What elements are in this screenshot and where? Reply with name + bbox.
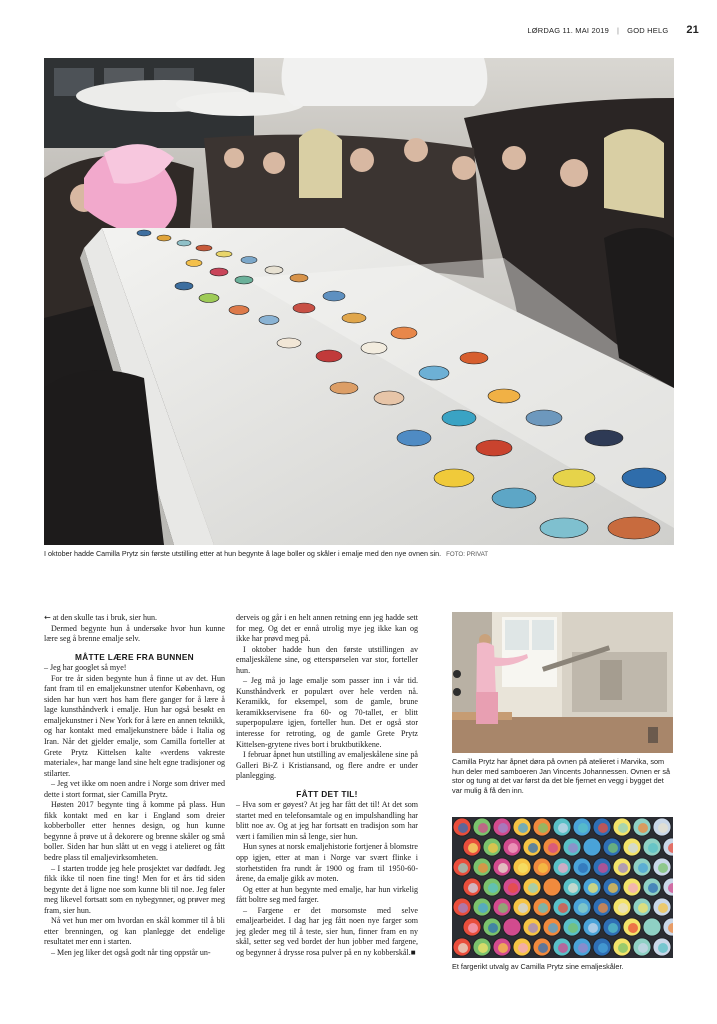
bowl-inner-shape	[468, 923, 478, 933]
page-number: 21	[686, 24, 699, 36]
bowl-inner-shape	[658, 823, 668, 833]
studio-oven-photo	[452, 612, 673, 753]
bowl-inner-shape	[488, 883, 498, 893]
bowl-inner-shape	[548, 843, 558, 853]
bowl-inner-shape	[658, 903, 668, 913]
arrow-left-icon: ←	[44, 613, 51, 622]
bowl-inner-shape	[558, 863, 568, 873]
bowl-inner-shape	[598, 903, 608, 913]
bowl-inner-shape	[498, 863, 508, 873]
bowl-inner-shape	[598, 823, 608, 833]
bowl-inner-shape	[658, 943, 668, 953]
bowl-inner-shape	[478, 823, 488, 833]
bowl-inner-shape	[538, 863, 548, 873]
paragraph: Høsten 2017 begynte ting å komme på plass. Hun fikk kontakt med en kar i England som dreier kobberboller etter hennes design, og hun kunne begynne å prøve ut å dekorere og brenne skåler og små boller. Siden har hun slått ut en vegg i atelieret og fått bedre plass til emaljevirksomheten.	[44, 800, 225, 863]
paragraph	[44, 613, 225, 624]
bowl-inner-shape	[458, 823, 468, 833]
paragraph: Dermed begynte hun å undersøke hvor hun kunne lære seg å brenne emalje selv.	[44, 623, 225, 644]
bowl-inner-shape	[458, 943, 468, 953]
bowl-inner-shape	[498, 823, 508, 833]
bowl-inner-shape	[508, 923, 518, 933]
bowl-inner-shape	[558, 823, 568, 833]
article-column-2	[236, 613, 418, 959]
bowl-inner-shape	[528, 843, 538, 853]
bowl-inner-shape	[648, 883, 658, 893]
bowl-inner-shape	[588, 923, 598, 933]
bowl-inner-shape	[638, 903, 648, 913]
bowls-photo-caption: Et fargerikt utvalg av Camilla Prytz sine emaljeskåler.	[452, 962, 624, 971]
exhibition-photo-illustration	[44, 58, 674, 545]
bowl-inner-shape	[578, 903, 588, 913]
bowl-inner-shape	[538, 903, 548, 913]
paragraph: – Jeg vet ikke om noen andre i Norge som driver med dette i stort format, sier Camilla Prytz.	[44, 779, 225, 799]
caption-text: I oktober hadde Camilla Prytz sin første utstilling etter at hun begynte å lage boller og skåler i emalje med den nye ovnen sin.	[44, 549, 442, 558]
photo-credit: FOTO: PRIVAT	[446, 551, 489, 558]
bowl-inner-shape	[528, 923, 538, 933]
header-separator: |	[617, 26, 620, 35]
bowl-inner-shape	[498, 943, 508, 953]
bowl-inner-shape	[548, 883, 558, 893]
bowl-inner-shape	[568, 883, 578, 893]
bowl-inner-shape	[538, 943, 548, 953]
bowl-inner-shape	[578, 943, 588, 953]
bowl-inner-shape	[638, 943, 648, 953]
bowl-inner-shape	[568, 923, 578, 933]
article-column-1	[44, 613, 225, 959]
bowl-inner-shape	[538, 823, 548, 833]
paragraph: For tre år siden begynte hun å finne ut av det. Hun fant fram til en emaljekunstner utenfor København, og siden har hun vært hos ham flere ganger for å lære å lage kunsthåndverk i emalje. Hun har også besøkt en emaljekunstner i New York for å lære en annen teknikk, og har kontakt med emaljekunstnere både i Italia og Iran. Når det gjelder emalje, som Camilla forteller at Grete Prytz Kittelsen kalte «verdens vakreste materiale», har mange land sine helt egne tradisjoner og stilarter.	[44, 673, 225, 778]
bowl-inner-shape	[478, 903, 488, 913]
bowl-inner-shape	[508, 883, 518, 893]
end-mark: ■	[410, 947, 416, 957]
bowl-inner-shape	[608, 923, 618, 933]
bowl-inner-shape	[648, 923, 658, 933]
paragraph: Og etter at hun begynte med emalje, har hun virkelig fått boltre seg med farger.	[236, 884, 418, 905]
bowl-inner-shape	[588, 883, 598, 893]
studio-oven-illustration	[452, 612, 673, 753]
bowl-inner-shape	[518, 943, 528, 953]
bowl-inner-shape	[468, 883, 478, 893]
bowl-inner-shape	[648, 843, 658, 853]
bowl-inner-shape	[568, 843, 578, 853]
bowl-inner-shape	[478, 863, 488, 873]
page-header	[400, 24, 699, 36]
bowl-inner-shape	[468, 843, 478, 853]
paragraph-text: at den skulle tas i bruk, sier hun.	[52, 613, 158, 622]
paragraph: I februar åpnet hun utstilling av emaljeskålene sine på Galleri Bi-Z i Kristiansand, og flere andre er under planlegging.	[236, 750, 418, 781]
bowl-inner-shape	[578, 823, 588, 833]
bowl-inner-shape	[508, 843, 518, 853]
bowl-inner-shape	[588, 843, 598, 853]
paragraph: – Men jeg liker det også godt når ting oppstår un-	[51, 947, 211, 957]
bowl-inner-shape	[518, 823, 528, 833]
bowl-inner-shape	[488, 923, 498, 933]
bowl-inner-shape	[608, 883, 618, 893]
bowl-inner-shape	[638, 823, 648, 833]
bowl-inner-shape	[628, 883, 638, 893]
bowl-inner-shape	[498, 903, 508, 913]
paragraph: – Hva som er gøyest? At jeg har fått det til! At det som startet med en telefonsamtale og en impulshandling har blitt noe av. Og at jeg har fortsatt en tradisjon som har vært i familien min så lenge, sier hun.	[236, 800, 418, 841]
paragraph: – Jeg har googlet så mye!	[44, 663, 127, 673]
bowl-inner-shape	[618, 903, 628, 913]
bowl-inner-shape	[628, 843, 638, 853]
bowl-inner-shape	[528, 883, 538, 893]
bowl-inner-shape	[658, 863, 668, 873]
bowl-inner-shape	[558, 903, 568, 913]
paragraph	[236, 906, 418, 959]
bowl-inner-shape	[518, 863, 528, 873]
paragraph: – I starten trodde jeg hele prosjektet var dødfødt. Jeg fikk ikke til noen fine ting! Men for et års tid siden begynte det å ligne noe som kunne bli til noe. Jeg føler meg likevel fortsatt som en nybegynner, og prøver meg fram, sier hun.	[44, 863, 225, 915]
issue-date: LØRDAG 11. MAI 2019	[527, 26, 609, 35]
paragraph: derveis og går i en helt annen retning enn jeg hadde sett for meg. Og det er ennå utrolig mye jeg ikke kan og ikke har prøvd meg på.	[236, 613, 418, 644]
section-name: GOD HELG	[627, 26, 669, 35]
bowl-inner-shape	[618, 823, 628, 833]
paragraph: Hun synes at norsk emaljehistorie fortjener å blomstre opp igjen, etter at man i Norge var svært flinke i storhetstiden fra rundt år 1900 og fram til 1950-60-årene, da emalje gikk av moten.	[236, 842, 418, 884]
subheading: MÅTTE LÆRE FRA BUNNEN	[75, 651, 194, 662]
bowl-inner-shape	[558, 943, 568, 953]
bowl-inner-shape	[488, 843, 498, 853]
bowl-inner-shape	[478, 943, 488, 953]
photo-caption	[44, 549, 674, 558]
bowl-inner-shape	[618, 943, 628, 953]
bowl-inner-shape	[518, 903, 528, 913]
enamel-bowls-illustration	[452, 817, 673, 958]
paragraph: Nå vet hun mer om hvordan en skål kommer til å bli etter brenningen, og kan planlegge det endelige resultatet mer enn i starten.	[44, 916, 225, 947]
exhibition-photo	[44, 58, 674, 545]
bowl-inner-shape	[548, 923, 558, 933]
bowl-inner-shape	[598, 863, 608, 873]
paragraph: – Jeg må jo lage emalje som passer inn i vår tid. Kunsthåndverk er populært over hele verden nå. Keramikk, for eksempel, som de gamle, brune keramikkservisene fra 60- og 70-tallet, er blitt superpopulære igjen, forteller hun. Det er også stor interesse for retroting, og de gamle Grete Prytz Kittelsen-grytene rives bort i bruktbutikkene.	[236, 676, 418, 749]
paragraph-text: – Fargene er det morsomste med selve emaljearbeidet. I dag har jeg fått noen nye farger som jeg gleder meg til å teste, sier hun, finner fram en ny skål, setter seg ved bordet der hun jobber med fargene, og begynner å drysse rosa pulver på en ny kobberskål.	[236, 905, 418, 957]
bowl-inner-shape	[578, 863, 588, 873]
subheading: FÅTT DET TIL!	[296, 788, 358, 799]
bowl-inner-shape	[598, 943, 608, 953]
bowl-inner-shape	[458, 863, 468, 873]
bowl-inner-shape	[618, 863, 628, 873]
paragraph: I oktober hadde hun den første utstillingen av emaljeskålene sine, og etterspørselen var stor, forteller hun.	[236, 644, 418, 675]
bowl-inner-shape	[628, 923, 638, 933]
enamel-bowls-photo	[452, 817, 673, 958]
bowl-inner-shape	[638, 863, 648, 873]
bowl-inner-shape	[458, 903, 468, 913]
bowl-inner-shape	[608, 843, 618, 853]
oven-photo-caption: Camilla Prytz har åpnet døra på ovnen på atelieret i Marvika, som hun deler med samboeren Jan Vincents Johannessen. Ovnen er så stor og tung at det var først da det ble fjernet en vegg i bygget det var mulig å få den inn.	[452, 757, 671, 795]
